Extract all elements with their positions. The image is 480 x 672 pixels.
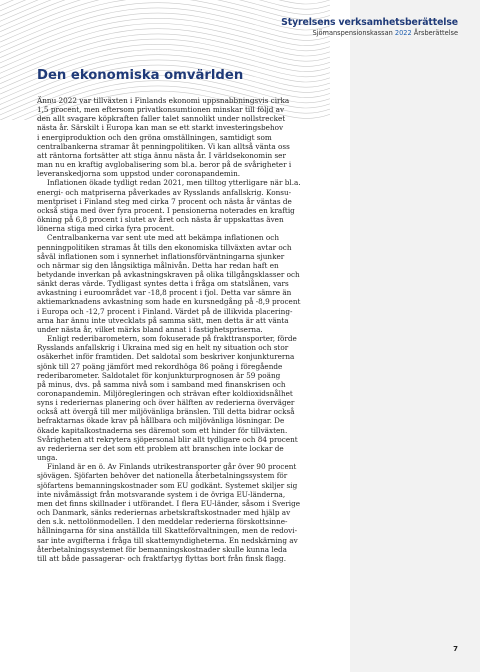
text-line: betydande inverkan på avkastningskraven på olika tillgångsklasser och — [37, 269, 300, 279]
text-line: ökade kapitalkostnaderna ses däremot som ett hinder för tillväxten. — [37, 425, 288, 435]
text-line: leveranskedjorna som uppstod under coronapandemin. — [37, 169, 241, 179]
text-line: syns i rederiernas planering och över hälften av rederierna överväger — [37, 398, 295, 408]
text-line: sjönk till 27 poäng jämfört med rekordhöga 86 poäng i föregående — [37, 361, 283, 371]
text-line: den allt svagare köpkraften faller talet sannolikt under nollstrecket — [37, 114, 286, 124]
header-year: 2022 — [394, 29, 412, 37]
section-heading: Den ekonomiska omvärlden — [37, 68, 244, 83]
header-title: Styrelsens verksamhetsberättelse — [281, 17, 458, 28]
text-line: och Danmark, sänks rederiernas arbetskraftskostnader med hjälp av — [37, 508, 291, 518]
text-line: att räntorna fortsätter att stiga ännu nästa år. I världsekonomin ser — [37, 150, 286, 160]
text-line: också att övergå till mer miljövänliga bränslen. Till detta bidrar också — [37, 407, 295, 417]
text-line: sjövägen. Sjöfarten behöver det nationella återbetalningssystem för — [37, 471, 288, 481]
text-line: på minus, dvs. på samma nivå som i samband med finanskrisen och — [37, 379, 286, 389]
text-line: och närmar sig den långsiktiga målnivån. Detta har redan haft en — [37, 260, 279, 270]
text-line: lönerna stiga med cirka fyra procent. — [37, 224, 175, 234]
text-line: mentpriset i Finland steg med cirka 7 procent och nästa år väntas de — [37, 196, 292, 206]
text-line: sänkt deras värde. Tydligast syntes detta i fråga om statslånen, vars — [37, 279, 289, 289]
text-line: Rysslands anfallskrig i Ukraina med sig en helt ny situation och stor — [37, 343, 289, 353]
text-line: sar inte avgifterna i fråga till skattemyndigheterna. En nedskärning av — [37, 535, 298, 545]
text-line: men det finns skillnader i utförandet. I flera EU-länder, såsom i Sverige — [37, 498, 301, 508]
text-line: i energiproduktion och den gröna omställningen, samtidigt som — [37, 132, 272, 142]
text-line: Inflationen ökade tydligt redan 2021, men tilltog ytterligare när bl.a. — [47, 178, 301, 188]
text-line: sjöfartens bemanningskostnader som EU godkänt. Systemet skiljer sig — [37, 480, 298, 490]
text-line: nästa år. Särskilt i Europa kan man se ett starkt investeringsbehov — [37, 123, 284, 133]
body-text — [37, 96, 437, 563]
text-line: Centralbankerna var sent ute med att bekämpa inflationen och — [47, 233, 279, 243]
body-paragraph — [37, 178, 437, 233]
text-line: unga. — [37, 453, 58, 463]
text-line: rederibarometer. Saldotalet för konjunkturprognosen är 59 poäng — [37, 370, 281, 380]
text-line: den s.k. nettolönmodellen. I den meddelar rederierna förskottsinne- — [37, 517, 288, 527]
text-line: Finland är en ö. Av Finlands utrikestransporter går över 90 procent — [47, 462, 297, 472]
running-header — [281, 17, 458, 38]
text-line: såväl inflationen som i synnerhet inflationsförväntningarna sjunker — [37, 251, 285, 261]
text-line: i Europa och -12,7 procent i Finland. Värdet på de illikvida placering- — [37, 306, 293, 316]
header-doc-type: Årsberättelse — [413, 29, 458, 37]
text-line: återbetalningssystemet för bemanningskostnader skulle kunna leda — [37, 544, 287, 554]
body-paragraph — [37, 334, 437, 462]
text-line: också stiga med över fyra procent. I pensionerna noterades en kraftig — [37, 205, 295, 215]
text-line: av rederierna ser det som ett problem att branschen inte lockar de — [37, 443, 284, 453]
text-line: coronapandemin. Miljöregleringen och strävan efter koldioxidsnålhet — [37, 389, 293, 398]
text-line: centralbankerna stramar åt penningpolitiken. Vi kan alltså vänta oss — [37, 141, 290, 151]
text-line: inte nivåmässigt från motsvarande system i de övriga EU-länderna, — [37, 489, 286, 499]
text-line: Svårigheten att rekrytera sjöpersonal blir allt tydligare och 84 procent — [37, 434, 298, 444]
text-line: osäkerhet inför framtiden. Det saldotal som beskriver konjunkturerna — [37, 352, 295, 362]
body-paragraph — [37, 462, 437, 563]
header-org: Sjömanspensionskassan — [312, 29, 393, 37]
text-line: aktiemarknadens avkastning som hade en kursnedgång på -8,9 procent — [37, 297, 301, 307]
header-subtitle — [281, 29, 458, 38]
text-line: avkastning i euroområdet var -18,8 procent i fjol. Detta var sämre än — [37, 288, 292, 298]
body-paragraph — [37, 233, 437, 334]
page-number: 7 — [453, 645, 458, 653]
text-line: energi- och matpriserna påverkades av Rysslands anfallskrig. Konsu- — [37, 187, 292, 197]
body-paragraph — [37, 96, 437, 178]
text-line: 1,5 procent, men eftersom privatkonsumtionen minskar till följd av — [37, 105, 285, 115]
text-line: ökning på 6,8 procent i slutet av året och nästa år uppskattas även — [37, 215, 284, 225]
text-line: hållningarna för sina anställda till Skatteförvaltningen, men de redovi- — [37, 526, 298, 536]
text-line: penningpolitiken stramas åt tills den ekonomiska tillväxten avtar och — [37, 242, 292, 252]
text-line: till att både passagerar- och fraktfartyg flyttas bort från finsk flagg. — [37, 553, 287, 563]
text-line: Enligt rederibarometern, som fokuserade på frakttransporter, förde — [47, 334, 297, 344]
text-line: befraktarnas ökade krav på hållbara och miljövänliga lösningar. De — [37, 416, 285, 426]
text-line: under nästa år, vilket märks bland annat i fastighetspriserna. — [37, 324, 263, 334]
text-line: Ännu 2022 var tillväxten i Finlands ekonomi uppsnabbningsvis cirka — [37, 96, 290, 105]
text-line: man nu en kraftig avglobalisering som bl.a. beror på de svårigheter i — [37, 160, 292, 170]
text-line: arna har ännu inte utvecklats på samma sätt, men detta är att vänta — [37, 315, 289, 325]
